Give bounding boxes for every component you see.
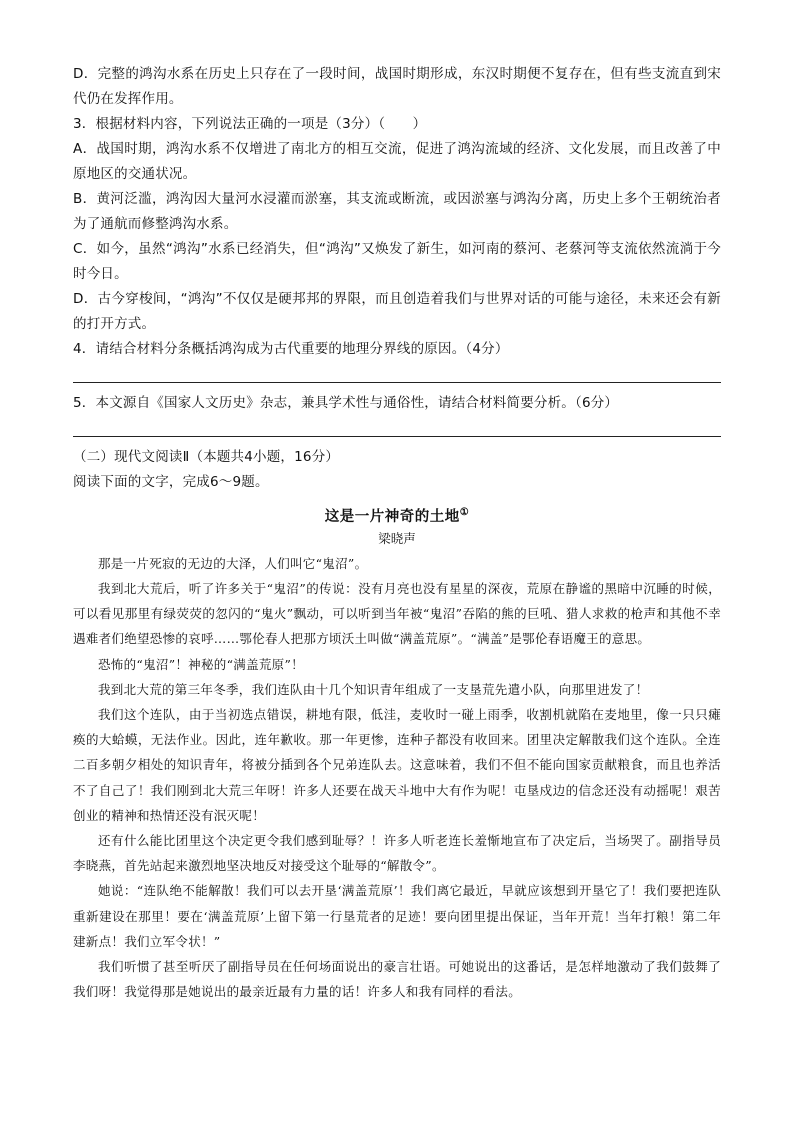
question-3-option-d: D．古今穿梭间，“鸿沟”不仅仅是硬邦邦的界限，而且创造着我们与世界对话的可能与途径，未来还会有新的打开方式。 (73, 291, 721, 332)
question-3-option-b: B．黄河泛滥，鸿沟因大量河水浸灌而淤塞，其支流或断流，或因淤塞与鸿沟分离，历史上多个王朝统治者为了通航而修整鸿沟水系。 (73, 191, 721, 232)
section-instruction: 阅读下面的文字，完成6～9题。 (73, 474, 269, 490)
exam-page (73, 62, 721, 1004)
article-body (73, 551, 721, 1005)
article-paragraph: 她说：“连队绝不能解散！我们可以去开垦‘满盖荒原’！我们离它最近，早就应该想到开垦它了！我们要把连队重新建设在那里！要在‘满盖荒原’上留下第一行垦荒者的足迹！要向团里提出保证，当年开荒！当年打粮！第二年建新点！我们立军令状！” (73, 883, 721, 949)
answer-line-5 (73, 436, 721, 437)
article-paragraph: 我到北大荒后，听了许多关于“鬼沼”的传说：没有月亮也没有星星的深夜，荒原在静谧的黑暗中沉睡的时候，可以看见那里有绿荧荧的忽闪的“鬼火”飘动，可以听到当年被“鬼沼”吞陷的熊的巨吼、猎人求救的枪声和其他不幸遇难者们绝望恐惨的哀呼……鄂伦春人把那方顷沃土叫做“满盖荒原”。“满盖”是鄂伦春语魔王的意思。 (73, 581, 721, 647)
article-paragraph: 我们听惯了甚至听厌了副指导员在任何场面说出的豪言壮语。可她说出的这番话，是怎样地激动了我们鼓舞了我们呀！我觉得那是她说出的最亲近最有力量的话！许多人和我有同样的看法。 (73, 959, 721, 1000)
section-heading: （二）现代文阅读Ⅱ（本题共4小题，16分） (73, 449, 340, 465)
article-title (73, 501, 721, 529)
question-3-option-c: C．如今，虽然“鸿沟”水系已经消失，但“鸿沟”又焕发了新生，如河南的蔡河、老蔡河等支流依然流淌于今时今日。 (73, 241, 721, 282)
question-5: 5．本文源自《国家人文历史》杂志，兼具学术性与通俗性，请结合材料简要分析。（6分） (73, 395, 619, 411)
article-paragraph: 我到北大荒的第三年冬季，我们连队由十几个知识青年组成了一支垦荒先遣小队，向那里进发了！ (98, 681, 649, 697)
article-paragraph: 那是一片死寂的无边的大泽，人们叫它“鬼沼”。 (98, 555, 368, 571)
option-2d: D．完整的鸿沟水系在历史上只存在了一段时间，战国时期形成，东汉时期便不复存在，但有些支流直到宋代仍在发挥作用。 (73, 66, 721, 107)
article-paragraph: 恐怖的“鬼沼”！神秘的“满盖荒原”！ (98, 656, 304, 672)
article-paragraph: 我们这个连队，由于当初选点错误，耕地有限，低洼，麦收时一碰上雨季，收割机就陷在麦地里，像一只只瘫痪的大蛤蟆，无法作业。因此，连年歉收。那一年更惨，连种子都没有收回来。团里决定解散我们这个连队。全连二百多朝夕相处的知识青年，将被分插到各个兄弟连队去。这意味着，我们不但不能向国家贡献粮食，而且也养活不了自己了！我们刚到北大荒三年呀！许多人还要在战天斗地中大有作为呢！屯垦戍边的信念还没有动摇呢！艰苦创业的精神和热情还没有泯灭呢！ (73, 707, 721, 823)
footnote-marker: ① (459, 507, 470, 518)
article-author: 梁晓声 (378, 530, 416, 546)
question-4: 4．请结合材料分条概括鸿沟成为古代重要的地理分界线的原因。（4分） (73, 341, 509, 357)
question-3-stem: 3．根据材料内容，下列说法正确的一项是（3分）（ ） (73, 116, 427, 132)
article-paragraph: 还有什么能比团里这个决定更令我们感到耻辱？！许多人听老连长羞惭地宣布了决定后，当场哭了。副指导员李晓燕，首先站起来激烈地坚决地反对接受这个耻辱的“解散令”。 (73, 833, 721, 874)
question-3-option-a: A．战国时期，鸿沟水系不仅增进了南北方的相互交流，促进了鸿沟流域的经济、文化发展，而且改善了中原地区的交通状况。 (73, 141, 721, 182)
article-title-text: 这是一片神奇的土地 (324, 507, 460, 525)
answer-line-4 (73, 382, 721, 383)
